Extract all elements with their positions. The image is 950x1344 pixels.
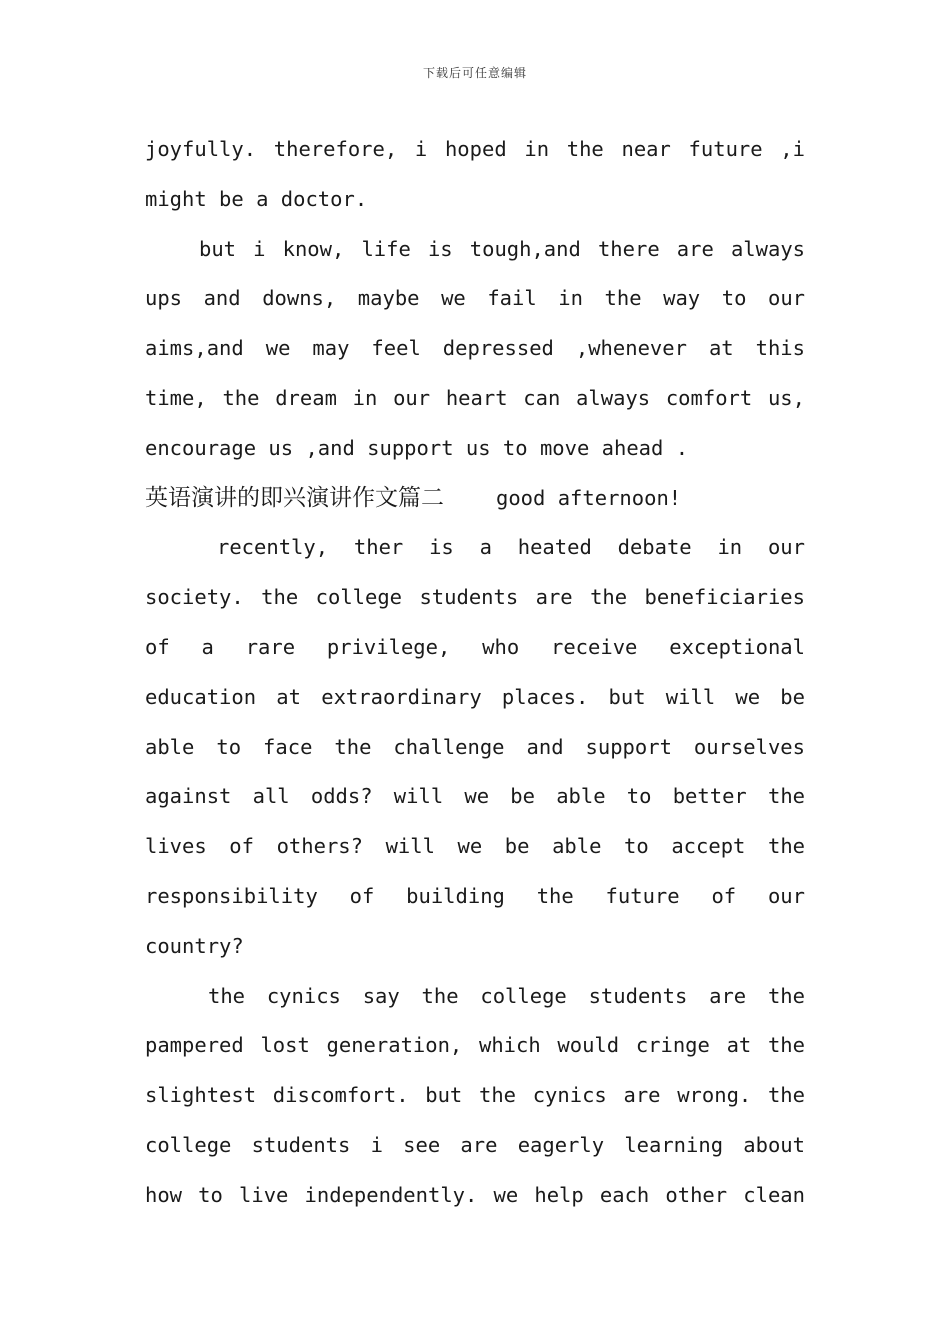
text-line: slightest discomfort. but the cynics are wrong. the: [145, 1083, 805, 1108]
text-line: recently, ther is a heated debate in our: [217, 535, 805, 560]
page-header: 下载后可任意编辑: [422, 66, 527, 80]
text-line: pampered lost generation, which would cringe at the: [145, 1033, 805, 1058]
text-line: aims,and we may feel depressed ,whenever at this: [145, 336, 805, 361]
text-line: society. the college students are the beneficiaries: [145, 585, 805, 610]
text-line: lives of others? will we be able to accept the: [145, 834, 805, 859]
text-line: college students i see are eagerly learning about: [145, 1132, 805, 1157]
text-line: of a rare privilege, who receive exceptional: [145, 634, 805, 659]
text-line: ups and downs, maybe we fail in the way to our: [145, 286, 805, 311]
text-line: encourage us ,and support us to move ahead .: [145, 435, 689, 460]
text-line: country?: [145, 933, 244, 958]
greeting-text: good afternoon!: [496, 485, 682, 510]
text-line: but i know, life is tough,and there are always: [199, 236, 805, 261]
text-line: the cynics say the college students are the: [208, 983, 805, 1008]
text-line: against all odds? will we be able to better the: [145, 784, 805, 809]
text-line: education at extraordinary places. but will we be: [145, 684, 805, 709]
section-heading: [145, 474, 805, 524]
text-line: time, the dream in our heart can always comfort us,: [145, 385, 805, 410]
text-line: able to face the challenge and support ourselves: [145, 734, 805, 759]
text-line: joyfully. therefore, i hoped in the near future ,i: [145, 137, 805, 161]
text-line: might be a doctor.: [145, 186, 368, 211]
text-line: how to live independently. we help each other clean: [145, 1182, 805, 1207]
document-body: [145, 125, 805, 1221]
text-line: responsibility of building the future of our: [145, 883, 805, 908]
section-title: 英语演讲的即兴演讲作文篇二: [145, 484, 444, 511]
